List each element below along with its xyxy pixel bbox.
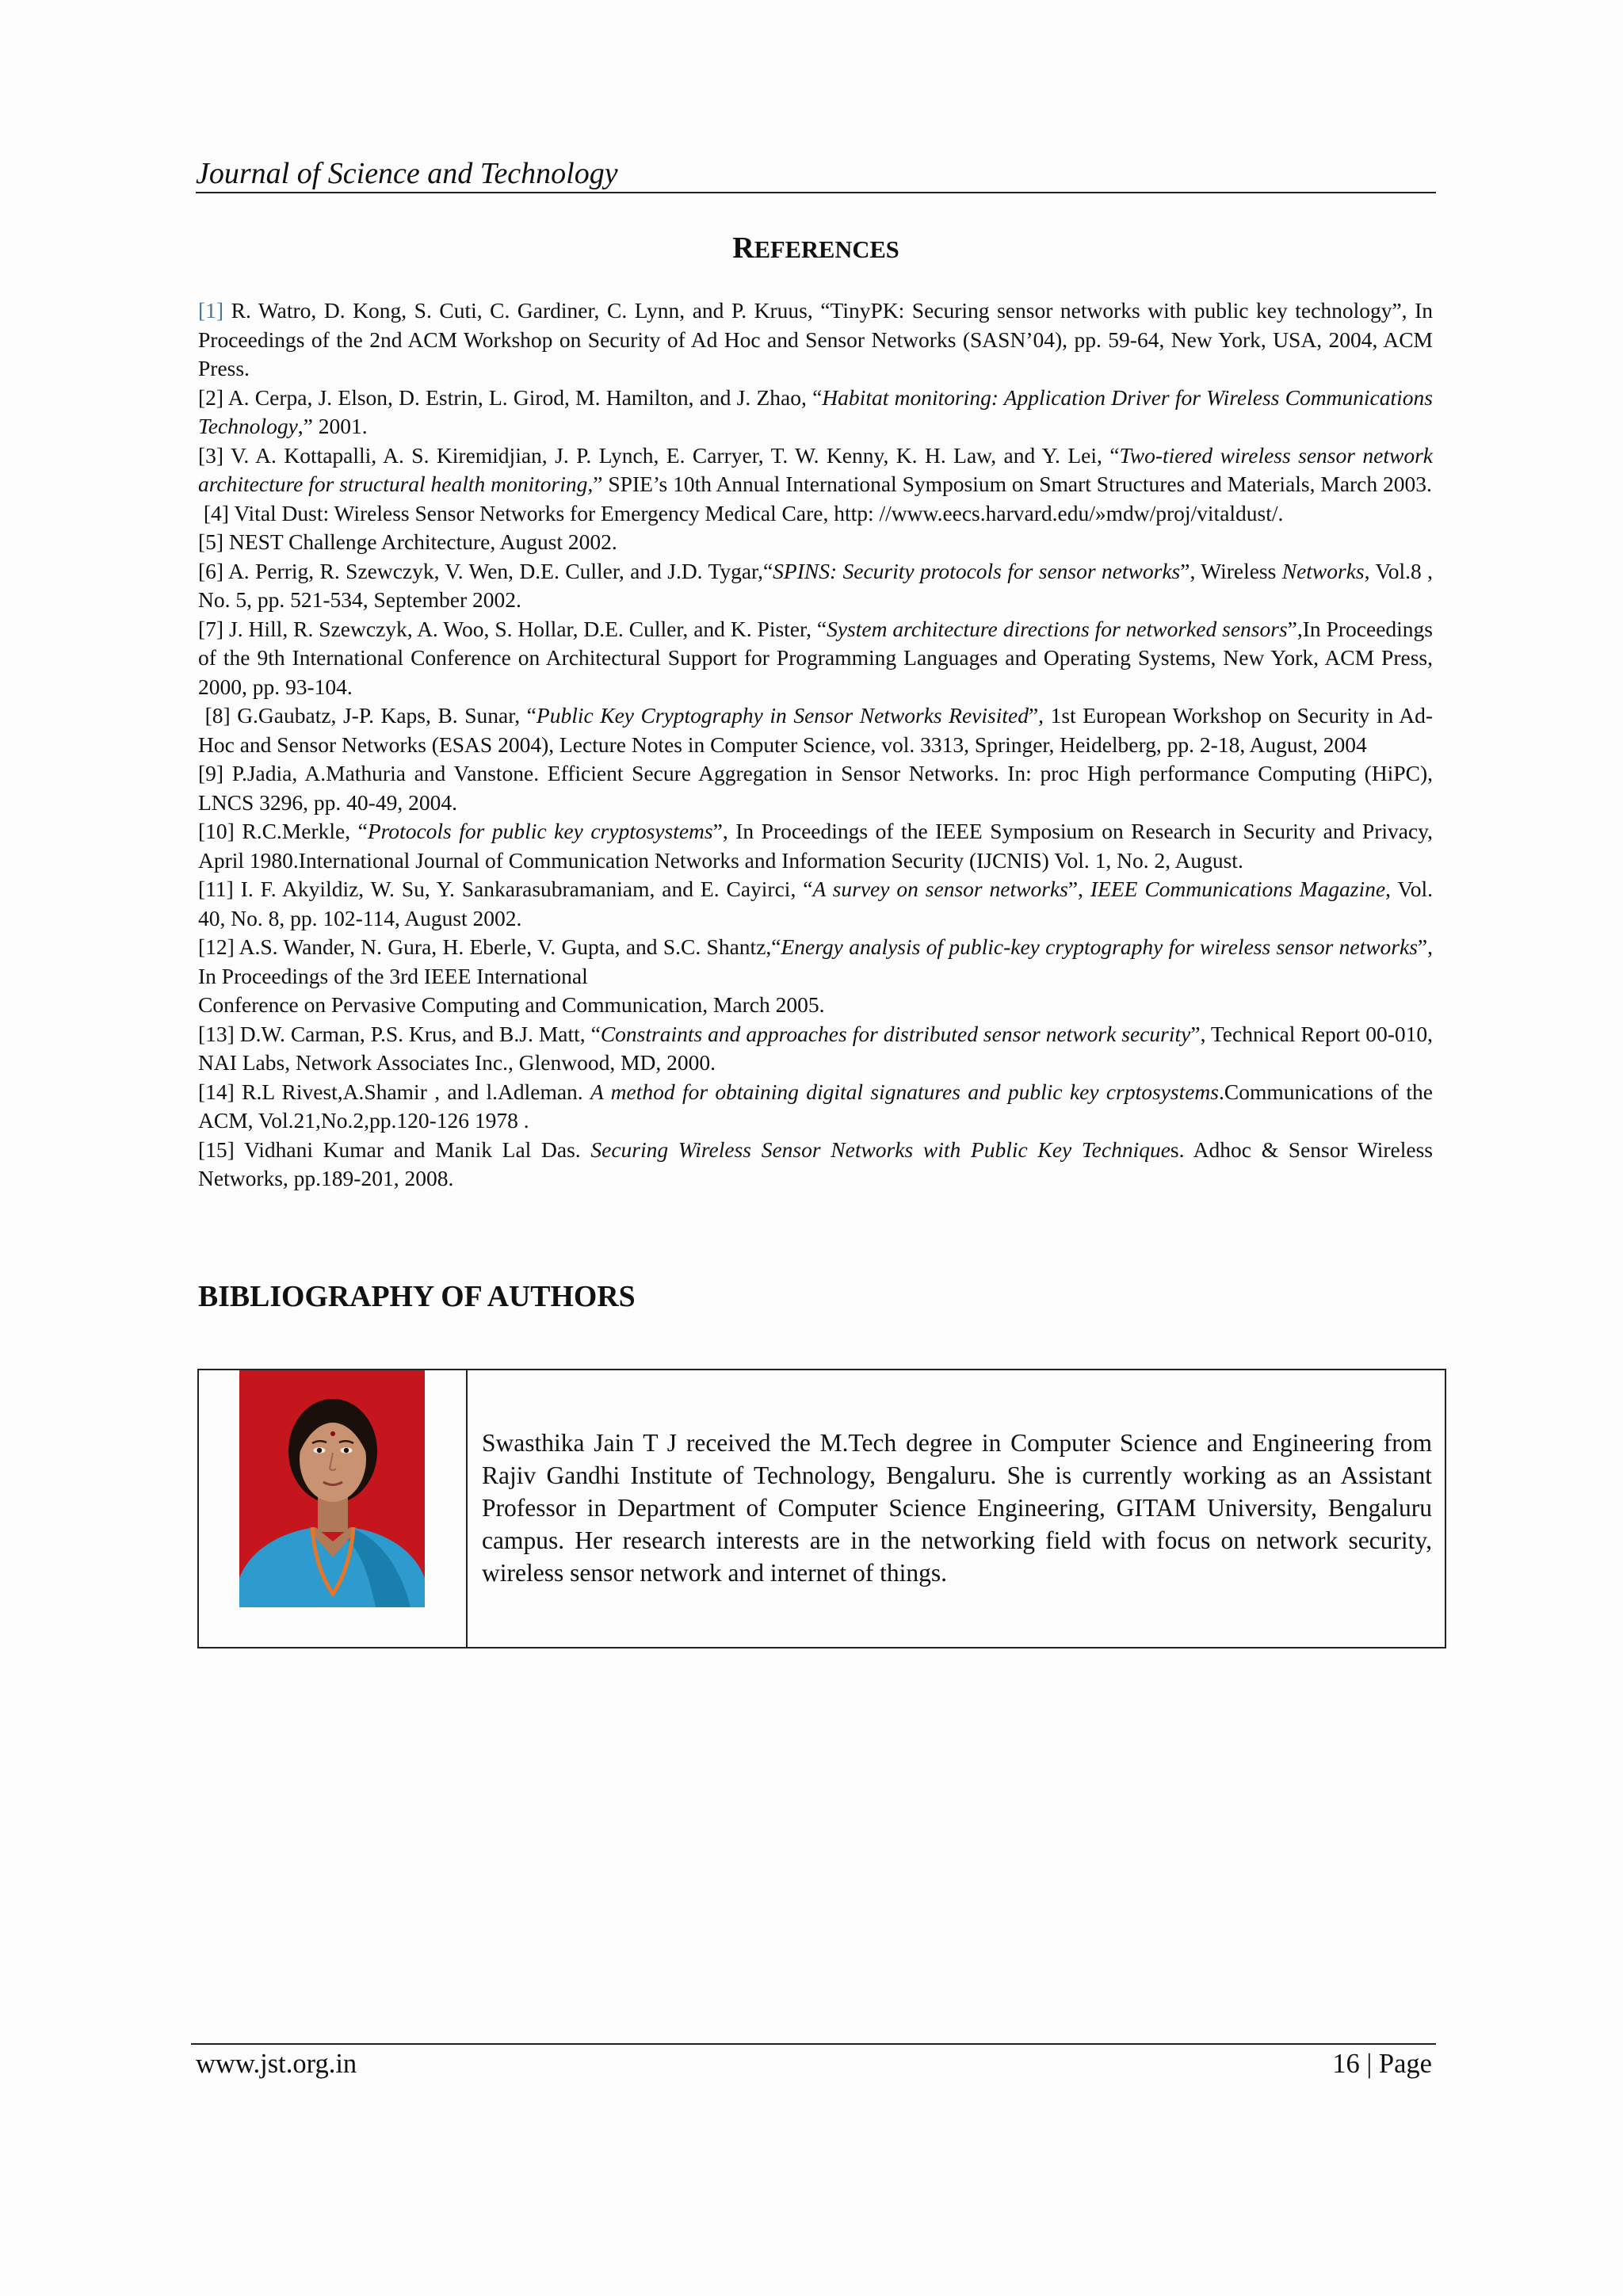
author-bio: Swasthika Jain T J received the M.Tech degree in Computer Science and Engineering from Rajiv Gandhi Institute of Technology, Bengaluru. She is currently working as an Assistant Professor in Department of Computer Science Engineering, GITAM University, Bengaluru campus. Her research interests are in the networking field with focus on network security, wireless sensor network and internet of things. bbox=[482, 1429, 1432, 1587]
reference-number: [7] bbox=[198, 616, 224, 641]
reference-number: [9] bbox=[198, 761, 224, 785]
reference-text: Vidhani Kumar and Manik Lal Das. bbox=[234, 1137, 591, 1162]
reference-title: Habitat monitoring: Application Driver for Wireless Communications Technology bbox=[198, 384, 1433, 438]
reference-text: A.S. Wander, N. Gura, H. Eberle, V. Gupta, and S.C. Shantz,“ bbox=[234, 934, 781, 959]
reference-number: [15] bbox=[198, 1137, 235, 1162]
reference-item bbox=[198, 1020, 1433, 1078]
reference-text: ”, bbox=[1067, 877, 1090, 901]
reference-item bbox=[198, 557, 1433, 615]
reference-title: Public Key Cryptography in Sensor Networks Revisited bbox=[536, 703, 1029, 728]
reference-text: ”, In Proceedings of the IEEE Symposium on Research in Security and Privacy, April 1980.International Journal of Communication Networks and Information Security (IJCNIS) Vol. 1, No. 2, August. bbox=[198, 819, 1433, 873]
footer-website: www.jst.org.in bbox=[196, 2049, 357, 2079]
reference-text: ” SPIE’s 10th Annual International Symposium on Smart Structures and Materials, March 2003. bbox=[593, 472, 1432, 496]
reference-item bbox=[198, 296, 1433, 384]
reference-item bbox=[198, 384, 1433, 441]
footer-page-number: 16 | Page bbox=[1332, 2049, 1432, 2079]
reference-text: R.C.Merkle, “ bbox=[234, 819, 368, 843]
reference-text: .Communications of the ACM, Vol.21,No.2,pp.120-126 1978 . bbox=[198, 1079, 1433, 1133]
reference-item bbox=[198, 759, 1433, 817]
reference-number: [4] bbox=[198, 500, 229, 525]
reference-title: Securing Wireless Sensor Networks with Public Key Technique bbox=[590, 1137, 1170, 1162]
header-rule bbox=[196, 192, 1436, 193]
author-photo bbox=[239, 1370, 425, 1607]
reference-number: [14] bbox=[198, 1079, 235, 1104]
reference-text: , Vol.8 , No. 5, pp. 521-534, September 2002. bbox=[198, 558, 1433, 612]
reference-item bbox=[198, 528, 1433, 557]
reference-number: [8] bbox=[198, 703, 231, 728]
reference-text: I. F. Akyildiz, W. Su, Y. Sankarasubramaniam, and E. Cayirci, “ bbox=[233, 877, 813, 901]
reference-text: ”, Technical Report 00-010, NAI Labs, Network Associates Inc., Glenwood, MD, 2000. bbox=[198, 1021, 1434, 1075]
reference-title: A survey on sensor networks bbox=[812, 877, 1068, 901]
reference-number: [10] bbox=[198, 819, 235, 843]
reference-title: A method for obtaining digital signatures and public key crptosystems bbox=[590, 1079, 1219, 1104]
references-heading: REFERENCES bbox=[732, 231, 899, 265]
reference-text: D.W. Carman, P.S. Krus, and B.J. Matt, “ bbox=[234, 1021, 601, 1046]
reference-item bbox=[198, 615, 1433, 702]
reference-text: P.Jadia, A.Mathuria and Vanstone. Efficient Secure Aggregation in Sensor Networks. In: proc High performance Computing (HiPC), LNCS 3296, pp. 40-49, 2004. bbox=[198, 761, 1433, 815]
reference-text: R.L Rivest,A.Shamir , and l.Adleman. bbox=[234, 1079, 591, 1104]
reference-item bbox=[198, 441, 1433, 499]
reference-list bbox=[198, 296, 1433, 1194]
reference-text: ”, In Proceedings of the 3rd IEEE International bbox=[198, 934, 1434, 988]
reference-text: ,” 2001. bbox=[297, 414, 368, 438]
reference-number: [3] bbox=[198, 442, 224, 468]
reference-text: A. Cerpa, J. Elson, D. Estrin, L. Girod, M. Hamilton, and J. Zhao, “ bbox=[223, 384, 823, 410]
reference-item bbox=[198, 933, 1433, 1020]
reference-item bbox=[198, 1136, 1433, 1194]
reference-text: A. Perrig, R. Szewczyk, V. Wen, D.E. Culler, and J.D. Tygar,“ bbox=[223, 558, 773, 583]
reference-item bbox=[198, 875, 1433, 933]
reference-number: [5] bbox=[198, 529, 224, 554]
reference-title: Constraints and approaches for distributed sensor network security bbox=[600, 1021, 1191, 1046]
reference-number: [13] bbox=[198, 1021, 235, 1046]
reference-item bbox=[198, 1078, 1433, 1136]
reference-title: Energy analysis of public-key cryptography for wireless sensor networks bbox=[781, 934, 1418, 959]
reference-text: V. A. Kottapalli, A. S. Kiremidjian, J. P. Lynch, E. Carryer, T. W. Kenny, K. H. Law, and Y. Lei, “ bbox=[223, 442, 1120, 468]
reference-text: NEST Challenge Architecture, August 2002. bbox=[223, 529, 617, 554]
reference-text: s. Adhoc & Sensor Wireless Networks, pp.189-201, 2008. bbox=[198, 1137, 1433, 1190]
reference-text: R. Watro, D. Kong, S. Cuti, C. Gardiner, C. Lynn, and P. Kruus, “TinyPK: Securing sensor networks with public key technology”, In Proceedings of the 2nd ACM Workshop on Security of Ad Hoc and Sensor Networks (SASN’04), pp. 59-64, New York, USA, 2004, ACM Press. bbox=[198, 298, 1433, 380]
journal-title: Journal of Science and Technology bbox=[196, 157, 618, 190]
reference-number[interactable]: [1] bbox=[198, 298, 224, 323]
reference-text: Vital Dust: Wireless Sensor Networks for Emergency Medical Care, http: //www.eecs.harvard.edu/»mdw/proj/vitaldust/. bbox=[228, 500, 1284, 525]
reference-text: , Vol. 40, No. 8, pp. 102-114, August 2002. bbox=[198, 877, 1433, 930]
reference-title: Protocols for public key cryptosystems bbox=[367, 819, 713, 843]
author-table bbox=[197, 1369, 1446, 1648]
reference-text: G.Gaubatz, J-P. Kaps, B. Sunar, “ bbox=[230, 703, 537, 728]
reference-item bbox=[198, 817, 1433, 875]
footer-rule bbox=[191, 2043, 1436, 2045]
reference-text: ”, 1st European Workshop on Security in Ad-Hoc and Sensor Networks (ESAS 2004), Lecture Notes in Computer Science, vol. 3313, Springer, Heidelberg, pp. 2-18, August, 2004 bbox=[198, 703, 1434, 757]
left-pupil bbox=[317, 1448, 322, 1453]
reference-number: [11] bbox=[198, 877, 234, 901]
reference-item bbox=[198, 499, 1433, 529]
reference-number: [2] bbox=[198, 384, 224, 410]
bibliography-heading: BIBLIOGRAPHY OF AUTHORS bbox=[198, 1280, 636, 1313]
reference-number: [12] bbox=[198, 934, 235, 959]
reference-title: System architecture directions for networked sensors bbox=[827, 616, 1288, 641]
reference-number: [6] bbox=[198, 558, 224, 583]
reference-text: ”, Wireless bbox=[1180, 558, 1282, 583]
reference-text: J. Hill, R. Szewczyk, A. Woo, S. Hollar, D.E. Culler, and K. Pister, “ bbox=[223, 616, 827, 641]
reference-title: Networks bbox=[1281, 558, 1365, 583]
reference-title: IEEE Communications Magazine bbox=[1090, 877, 1386, 901]
reference-text: ”,In Proceedings of the 9th International Conference on Architectural Support for Programming Languages and Operating Systems, New York, ACM Press, 2000, pp. 93-104. bbox=[198, 616, 1433, 699]
bindi bbox=[330, 1431, 335, 1436]
reference-item bbox=[198, 701, 1433, 759]
reference-text: Conference on Pervasive Computing and Communication, March 2005. bbox=[198, 992, 825, 1017]
reference-title: Two-tiered wireless sensor network architecture for structural health monitoring, bbox=[198, 442, 1433, 496]
author-photo-cell bbox=[199, 1370, 468, 1647]
right-pupil bbox=[344, 1448, 349, 1453]
reference-title: SPINS: Security protocols for sensor networks bbox=[773, 558, 1181, 583]
